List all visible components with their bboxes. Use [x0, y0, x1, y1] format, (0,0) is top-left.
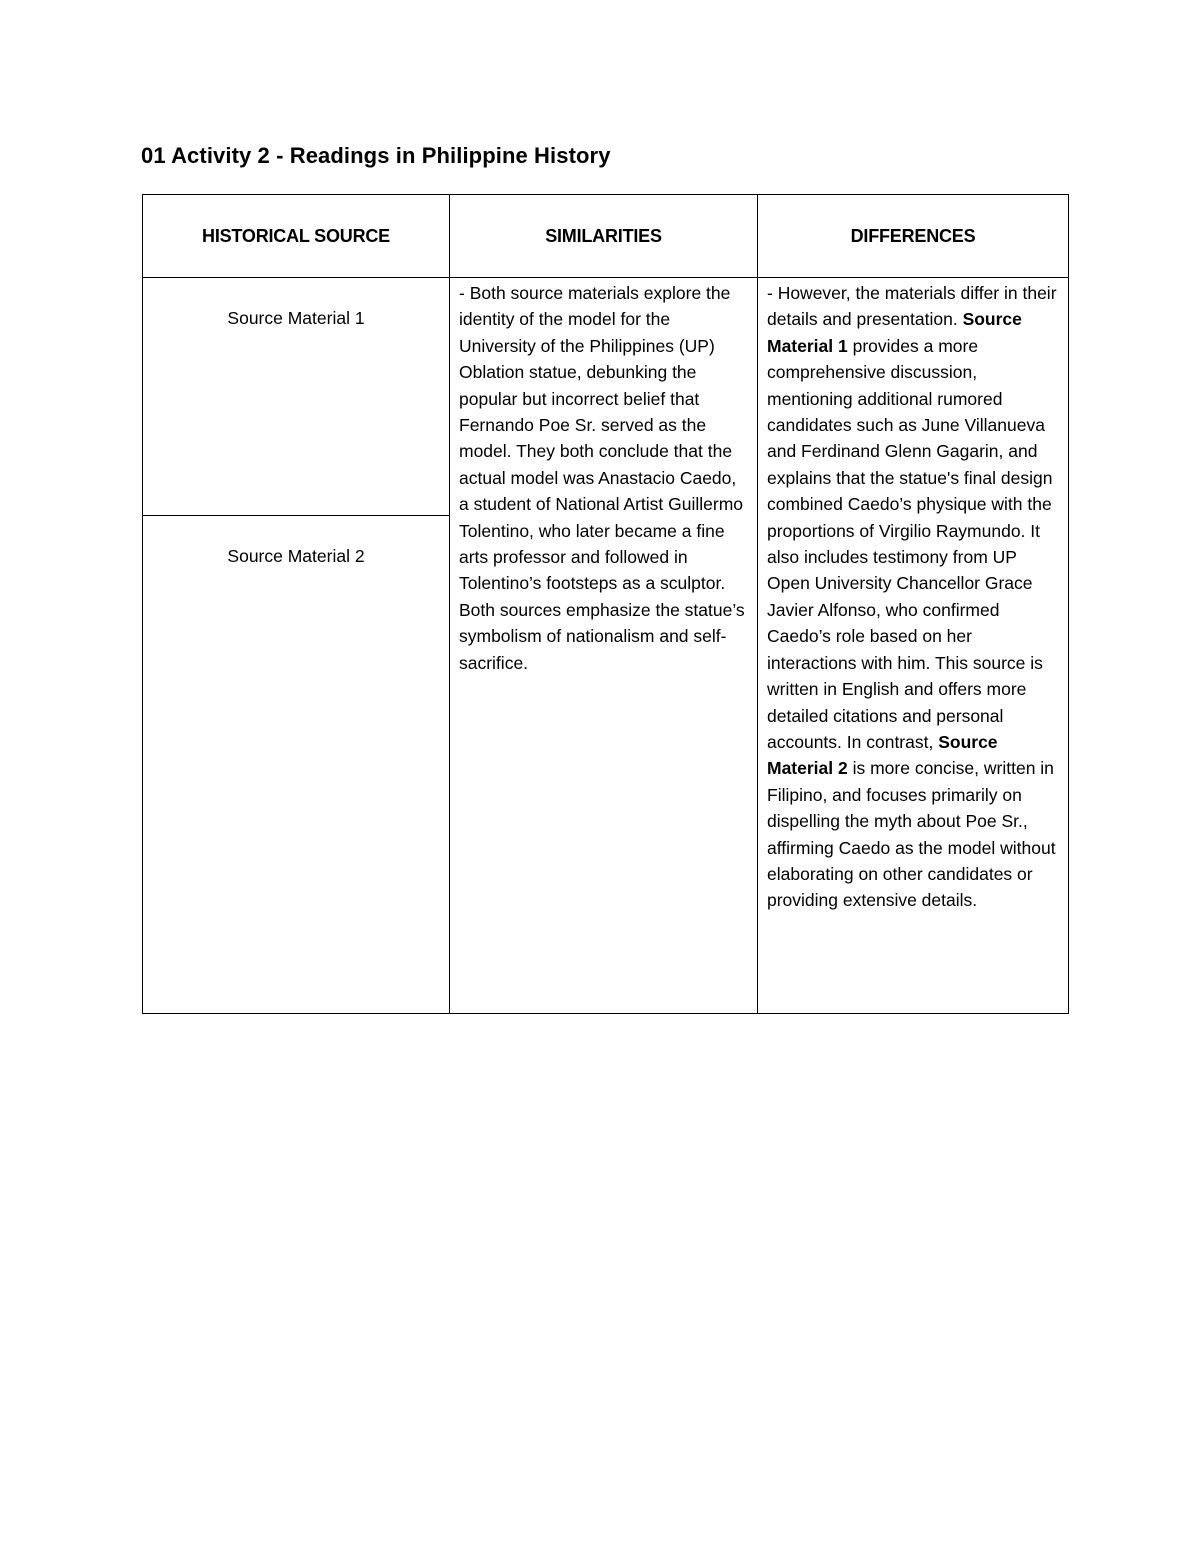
- table-row: [143, 278, 1069, 516]
- similarities-cell: [450, 278, 758, 1014]
- header-similarities: SIMILARITIES: [450, 195, 758, 278]
- differences-part-2: is more concise, written in Filipino, and focuses primarily on dispelling the myth about Poe Sr., affirming Caedo as the model without elaborating on other candidates or providing extensive details.: [767, 758, 1056, 911]
- differences-source-2-label: Source Material 2: [767, 731, 998, 779]
- header-differences: DIFFERENCES: [758, 195, 1069, 278]
- header-historical-source: HISTORICAL SOURCE: [143, 195, 450, 278]
- header-row: [143, 195, 1069, 278]
- differences-cell: [758, 278, 1069, 1014]
- differences-intro: - However, the materials differ in their details and presentation.: [767, 283, 1057, 330]
- source-cell-1: [143, 278, 450, 516]
- differences-source-1-label: Source Material 1: [767, 309, 1022, 356]
- document-title: 01 Activity 2 - Readings in Philippine History: [141, 143, 611, 168]
- source-cell-2: [143, 516, 450, 1014]
- source-material-1-label: Source Material 1: [227, 308, 365, 328]
- similarities-text: - Both source materials explore the identity of the model for the University of the Philippines (UP) Oblation statue, debunking the popular but incorrect belief that Fernando Poe Sr. served as the model. They both conclude that the actual model was Anastacio Caedo, a student of National Artist Guillermo Tolentino, who later became a fine arts professor and followed in Tolentino’s footsteps as a sculptor. Both sources emphasize the statue’s symbolism of nationalism and self-sacrifice.: [459, 283, 745, 673]
- source-material-2-label: Source Material 2: [227, 546, 365, 566]
- differences-text: [767, 280, 1060, 914]
- differences-part-1: provides a more comprehensive discussion, mentioning additional rumored candidates such as June Villanueva and Ferdinand Glenn Gagarin, and explains that the statue's final design combined Caedo’s physique with the proportions of Virgilio Raymundo. It also includes testimony from UP Open University Chancellor Grace Javier Alfonso, who confirmed Caedo’s role based on her interactions with him. This source is written in English and offers more detailed citations and personal accounts. In contrast,: [767, 335, 1053, 752]
- comparison-table: [142, 194, 1069, 1014]
